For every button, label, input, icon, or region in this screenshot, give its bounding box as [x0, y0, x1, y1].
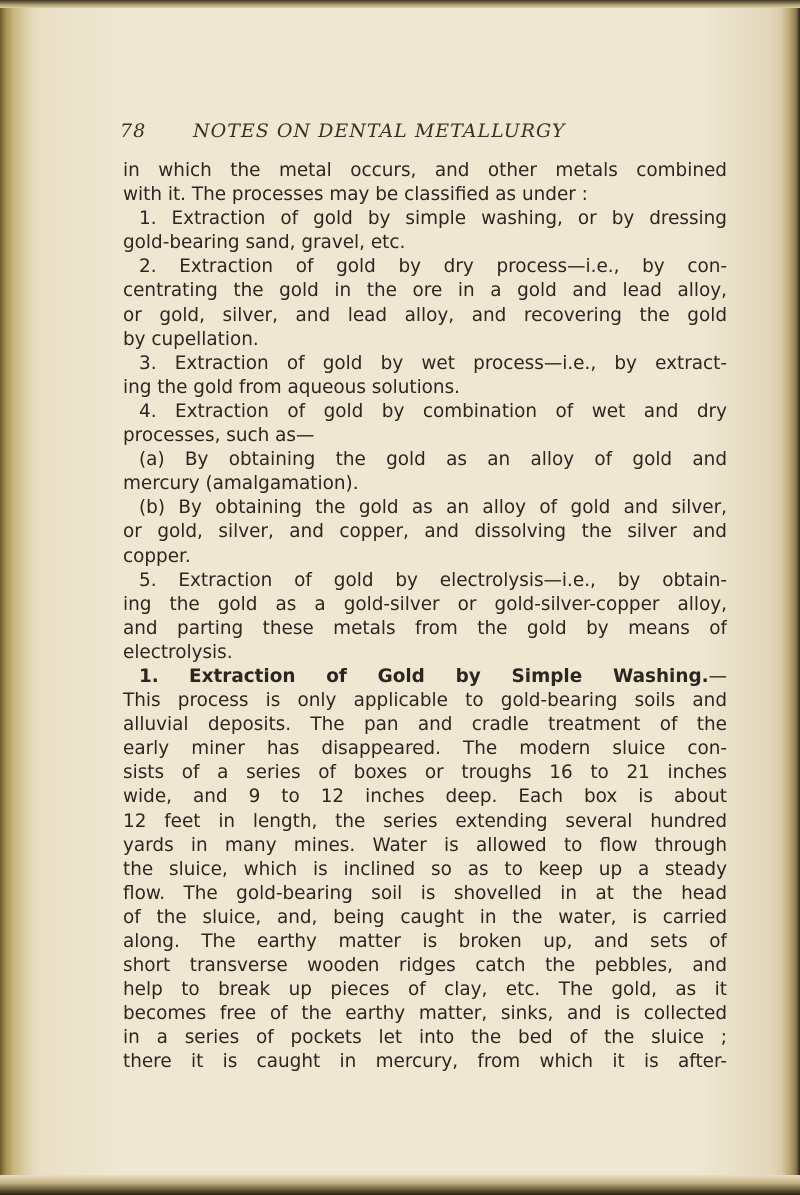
text-line: 1. Extraction of gold by simple washing, or by dressing [139, 208, 727, 230]
text-line: ing the gold as a gold-silver or gold-silver-copper alloy, [123, 593, 727, 615]
section-number: 1. [139, 665, 159, 687]
text-line: of the sluice, and, being caught in the water, is carried [123, 906, 727, 928]
text-line: sists of a series of boxes or troughs 16 to 21 inches [123, 762, 727, 784]
section-heading-dash: — [708, 665, 727, 687]
intro-lines [123, 159, 727, 665]
book-spine-shadow [0, 0, 34, 1195]
section-heading-line [123, 665, 727, 689]
text-line: wide, and 9 to 12 inches deep. Each box is about [123, 786, 727, 808]
page-number: 78 [120, 120, 147, 142]
page-edge-bottom [0, 1175, 800, 1195]
running-head-title: NOTES ON DENTAL METALLURGY [193, 120, 566, 142]
text-line: help to break up pieces of clay, etc. The gold, as it [123, 979, 727, 1001]
text-line: gold-bearing sand, gravel, etc. [123, 232, 406, 254]
text-line: yards in many mines. Water is allowed to flow through [123, 834, 727, 856]
running-head [120, 120, 720, 142]
text-line: centrating the gold in the ore in a gold and lead alloy, [123, 280, 727, 302]
text-line: This process is only applicable to gold-bearing soils and [123, 690, 727, 712]
text-line: by cupellation. [123, 328, 259, 350]
text-line: copper. [123, 545, 191, 567]
text-line: (b) By obtaining the gold as an alloy of gold and silver, [139, 497, 727, 519]
text-line: electrolysis. [123, 641, 233, 663]
text-line: or gold, silver, and lead alloy, and recovering the gold [123, 304, 727, 326]
text-line: in a series of pockets let into the bed of the sluice ; [123, 1027, 727, 1049]
text-line: with it. The processes may be classified as under : [123, 184, 588, 206]
section-lines [123, 689, 727, 1075]
text-line: early miner has disappeared. The modern sluice con- [123, 738, 727, 760]
page-edge-right [782, 0, 800, 1195]
text-line: in which the metal occurs, and other metals combined [123, 160, 727, 181]
text-line: 12 feet in length, the series extending several hundred [123, 810, 727, 832]
text-line: flow. The gold-bearing soil is shovelled in at the head [123, 882, 727, 904]
text-line: or gold, silver, and copper, and dissolving the silver and [123, 521, 727, 543]
text-line: 4. Extraction of gold by combination of wet and dry [139, 400, 727, 422]
text-line: short transverse wooden ridges catch the pebbles, and [123, 955, 727, 977]
text-line: mercury (amalgamation). [123, 473, 359, 495]
text-line: becomes free of the earthy matter, sinks, and is collected [123, 1003, 727, 1025]
text-line: the sluice, which is inclined so as to keep up a steady [123, 858, 727, 880]
text-line: (a) By obtaining the gold as an alloy of gold and [139, 449, 727, 471]
text-line: 5. Extraction of gold by electrolysis—i.e., by obtain- [139, 569, 727, 591]
text-line: and parting these metals from the gold by means of [123, 617, 727, 639]
body-text [123, 159, 727, 1075]
section-heading: Extraction of Gold by Simple Washing. [189, 665, 709, 687]
text-line: processes, such as— [123, 425, 315, 447]
page-edge-top [0, 0, 800, 8]
text-line: alluvial deposits. The pan and cradle treatment of the [123, 714, 727, 736]
text-line: along. The earthy matter is broken up, and sets of [123, 931, 727, 952]
text-line: 3. Extraction of gold by wet process—i.e., by extract- [139, 352, 727, 374]
text-line: there it is caught in mercury, from which it is after- [123, 1051, 727, 1073]
text-line: ing the gold from aqueous solutions. [123, 376, 461, 398]
text-line: 2. Extraction of gold by dry process—i.e., by con- [139, 256, 727, 278]
